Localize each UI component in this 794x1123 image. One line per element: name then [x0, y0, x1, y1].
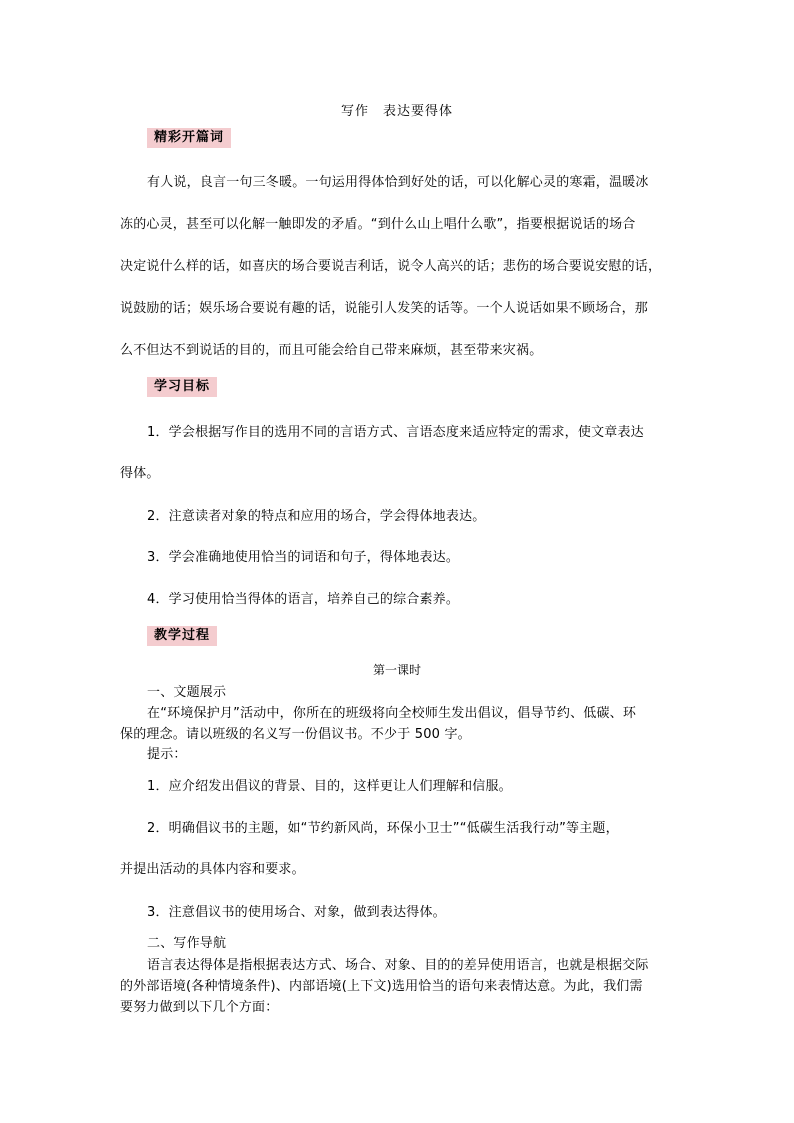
heading-guide: 二、写作导航	[147, 936, 227, 951]
prompt-line: 在“环境保护月”活动中，你所在的班级将向全校师生发出倡议，倡导节约、低碳、环	[147, 706, 637, 721]
intro-line: 冻的心灵，甚至可以化解一触即发的矛盾。“到什么山上唱什么歌”，指要根据说话的场合	[120, 217, 636, 232]
section-tag-intro: 精彩开篇词	[147, 128, 231, 148]
tip-item: 1．应介绍发出倡议的背景、目的，这样更让人们理解和信服。	[147, 779, 512, 794]
intro-line: 说鼓励的话；娱乐场合要说有趣的话，说能引人发笑的话等。一个人说话如果不顾场合，那	[120, 301, 649, 316]
goal-item: 4．学习使用恰当得体的语言，培养自己的综合素养。	[147, 592, 460, 607]
goal-item: 3．学会准确地使用恰当的词语和句子，得体地表达。	[147, 550, 460, 565]
guide-line: 的外部语境(各种情境条件)、内部语境(上下文)选用恰当的语句来表情达意。为此，我们需	[120, 979, 643, 994]
lesson-subtitle: 第一课时	[372, 663, 421, 677]
intro-line: 么不但达不到说话的目的，而且可能会给自己带来麻烦，甚至带来灾祸。	[120, 343, 543, 358]
goal-item: 1．学会根据写作目的选用不同的言语方式、言语态度来适应特定的需求，使文章表达	[147, 425, 644, 440]
section-tag-process: 教学过程	[147, 626, 217, 646]
tip-item: 并提出活动的具体内容和要求。	[120, 862, 305, 877]
intro-line: 有人说，良言一句三冬暖。一句运用得体恰到好处的话，可以化解心灵的寒霜，温暖冰	[147, 175, 649, 190]
goal-item: 得体。	[120, 466, 160, 481]
guide-line: 语言表达得体是指根据表达方式、场合、对象、目的的差异使用语言，也就是根据交际	[147, 958, 649, 973]
tip-item: 3．注意倡议书的使用场合、对象，做到表达得体。	[147, 905, 446, 920]
intro-line: 决定说什么样的话，如喜庆的场合要说吉利话，说令人高兴的话；悲伤的场合要说安慰的话，	[120, 259, 662, 274]
prompt-line: 提示：	[147, 747, 187, 762]
tip-item: 2．明确倡议书的主题，如“节约新风尚，环保小卫士”“低碳生活我行动”等主题，	[147, 821, 619, 836]
goal-item: 2．注意读者对象的特点和应用的场合，学会得体地表达。	[147, 509, 486, 524]
prompt-line: 保的理念。请以班级的名义写一份倡议书。不少于 500 字。	[120, 727, 471, 742]
guide-line: 要努力做到以下几个方面：	[120, 1000, 279, 1015]
section-tag-goals: 学习目标	[147, 377, 217, 397]
heading-topic: 一、文题展示	[147, 685, 227, 700]
document-title: 写作 表达要得体	[340, 104, 453, 119]
